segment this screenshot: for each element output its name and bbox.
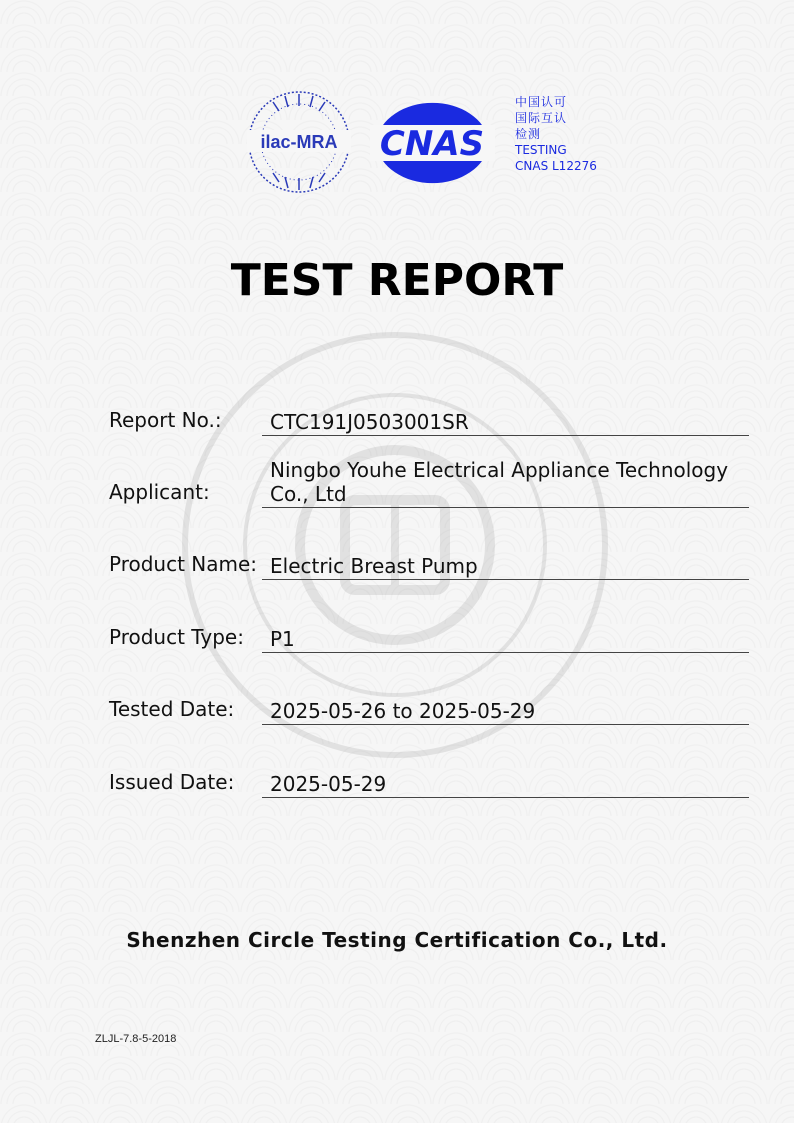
field-label: Report No.:: [109, 408, 222, 432]
field-label: Tested Date:: [109, 697, 235, 721]
field-applicant: [109, 456, 749, 508]
ilac-logo-text: ilac-MRA: [260, 132, 338, 152]
ilac-mra-logo: [245, 90, 353, 195]
field-value-line1: Ningbo Youhe Electrical Appliance Technology: [270, 458, 729, 482]
cnas-caption-line3: 检测: [515, 127, 542, 141]
cnas-caption-line1: 中国认可: [515, 95, 568, 109]
cnas-caption-line4: TESTING: [515, 143, 567, 157]
cnas-caption-line2: 国际互认: [515, 111, 568, 125]
document-code: ZLJL-7.8-5-2018: [95, 1033, 177, 1045]
cnas-caption-line5: CNAS L12276: [515, 159, 597, 173]
field-label: Product Name:: [109, 552, 258, 576]
company-name: Shenzhen Circle Testing Certification Co., Ltd.: [126, 928, 668, 952]
field-tested-date: [109, 697, 749, 725]
field-report-no: [109, 408, 749, 436]
field-product-name: [109, 552, 749, 580]
field-value: 2025-05-29: [262, 772, 749, 798]
field-value: [262, 458, 749, 508]
field-product-type: [109, 625, 749, 653]
accreditation-logos: [245, 90, 615, 195]
field-label: Applicant:: [109, 480, 210, 504]
field-value: CTC191J0503001SR: [262, 410, 749, 436]
cnas-logo-text: CNAS: [379, 124, 485, 164]
field-value-line2: Co., Ltd: [270, 482, 347, 506]
field-label: Issued Date:: [109, 770, 235, 794]
field-value: Electric Breast Pump: [262, 554, 749, 580]
cnas-logo: [370, 95, 495, 190]
cnas-caption: [515, 94, 597, 174]
field-value: 2025-05-26 to 2025-05-29: [262, 699, 749, 725]
field-issued-date: [109, 770, 749, 798]
page-title: TEST REPORT: [230, 255, 564, 306]
field-label: Product Type:: [109, 625, 244, 649]
field-value: P1: [262, 627, 749, 653]
